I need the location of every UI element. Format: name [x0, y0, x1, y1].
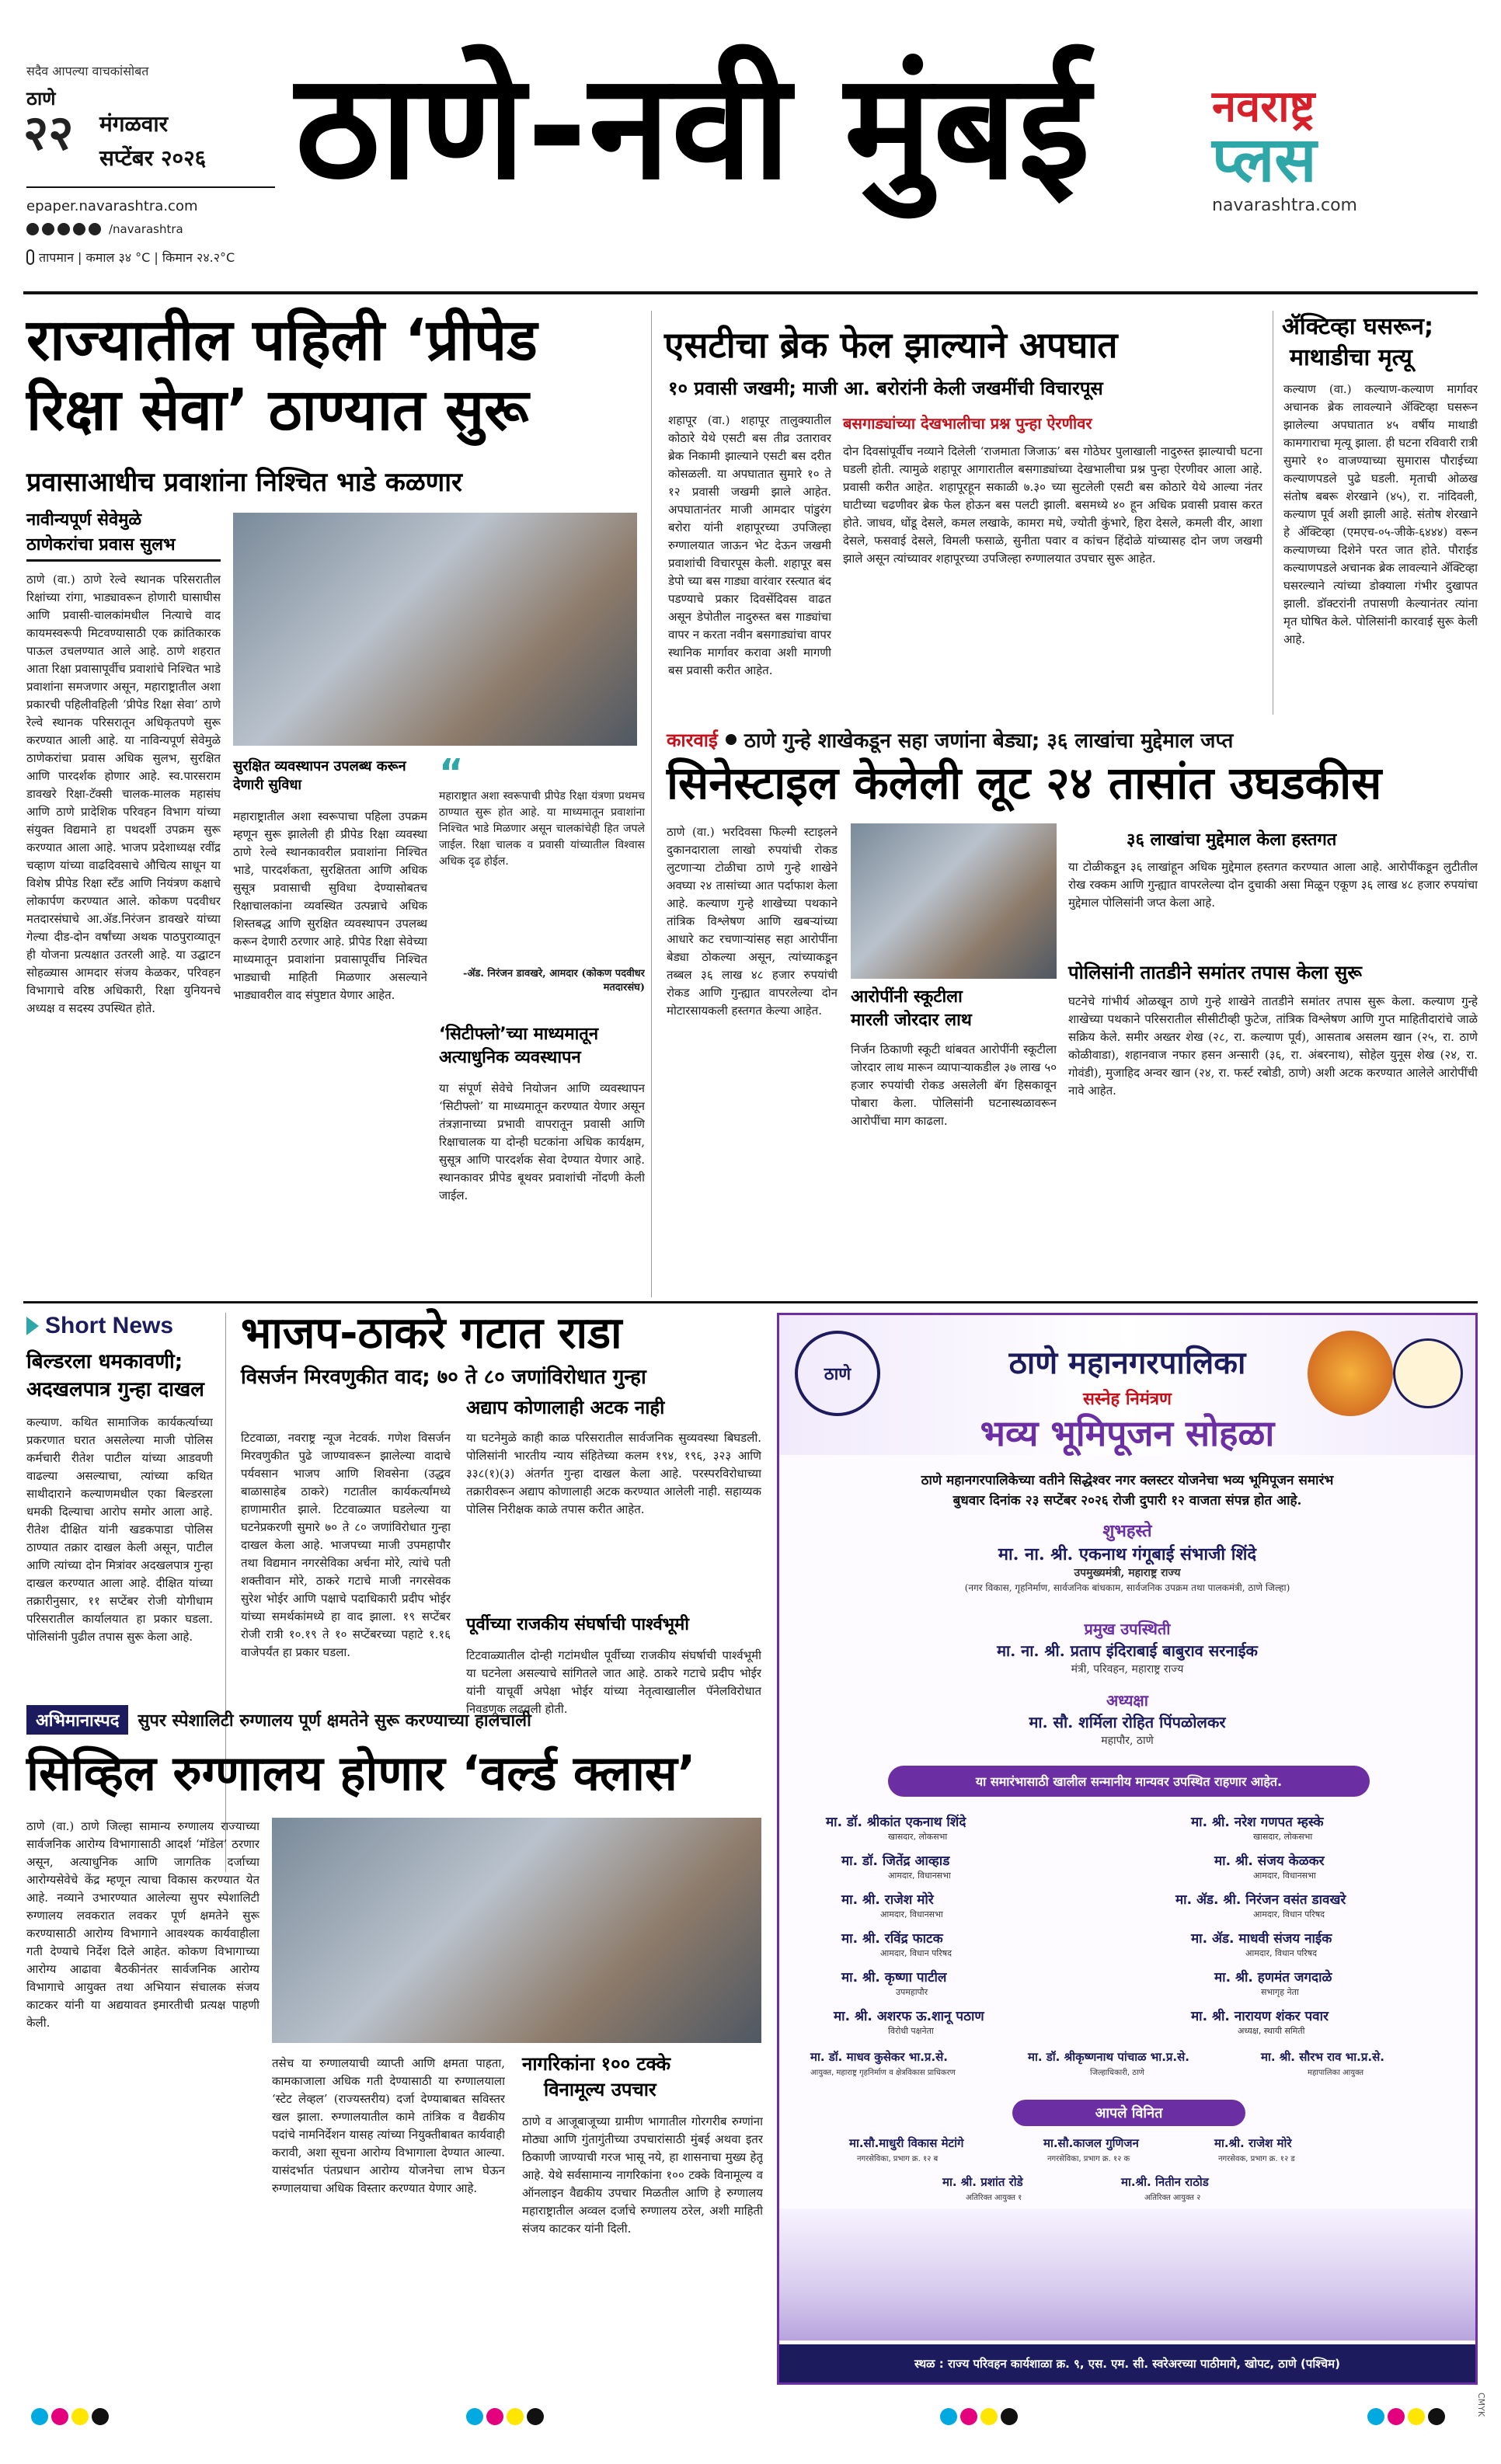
- masthead: [0, 0, 1501, 303]
- bjp-sub-arrest: अद्याप कोणालाही अटक नाही: [466, 1397, 665, 1418]
- crime-sub-recover: ३६ लाखांचा मुद्देमाल केला हस्तगत: [1127, 830, 1337, 850]
- ad-welcome-label: आपले विनित: [1012, 2100, 1245, 2126]
- bjp-sub-politics: पूर्वीच्या राजकीय संघर्षाची पार्श्वभूमी: [466, 1615, 690, 1634]
- issue-month-year: सप्टेंबर २०२६: [99, 145, 207, 171]
- brand-top: नवराष्ट्र: [1212, 82, 1315, 132]
- ad-guest-9: मा. श्री. हणमंत जगदाळे: [1214, 1970, 1332, 1985]
- registration-dot-cyan-mid: [466, 2408, 483, 2425]
- ad-welcome-3-desig: अतिरिक्त आयुक्त १: [966, 2194, 1022, 2202]
- hospital-headline: सिव्हिल रुग्णालय होणार ‘वर्ल्ड क्लास’: [26, 1745, 696, 1801]
- ad-guest-8-desig: उपमहापौर: [896, 1987, 928, 1997]
- bjp-body: टिटवाळा, नवराष्ट्र न्यूज नेटवर्क. गणेश विसर्जन मिरवणुकीत पुढे जाण्यावरून झालेल्या वादाचे पर्यवसान भाजप आणि शिवसेना (उद्धव बाळासाहेब ठाकरे) गटातील कार्यकर्त्यांमध्ये हाणामारीत झाले. टिटवाळ्यात घडलेल्या या घटनेप्रकरणी सुमारे ७० ते ८० जणांविरोधात गुन्हा दाखल केला आहे. भाजपच्या माजी उपमहापौर तथा विद्यमान नगरसेविका अर्चना मोरे, त्यांचे पती शक्तीवान मोरे, ठाकरे गटाचे माजी नगरसेवक सुरेश भोईर आणि पक्षाचे पदाधिकारी प्रदीप भोईर यांच्या समर्थकांमध्ये हा वाद झाला. १९ सप्टेंबर रोजी रात्री १०.१९ ते १० सप्टेंबरच्या पहाटे १.१६ वाजेपर्यंत हा प्रकार घडला.: [241, 1431, 451, 1659]
- brand-logo: [1212, 82, 1445, 241]
- ad-chief-desig: उपमुख्यमंत्री, महाराष्ट्र राज्य: [1074, 1567, 1181, 1579]
- masthead-city: ठाणे: [26, 88, 56, 110]
- masthead-divider: [26, 186, 275, 188]
- brand-bottom: प्लस: [1212, 124, 1317, 196]
- instagram-icon[interactable]: [42, 223, 54, 235]
- registration-dot-yellow: [71, 2408, 89, 2425]
- lead-quote: महाराष्ट्रात अशा स्वरूपाची प्रीपेड रिक्षा यंत्रणा प्रथमच ठाण्यात सुरू होत आहे. या माध्यमातून प्रवाशांना निश्चित भाडे मिळणार असून चालकांचेही हित जपले जाईल. रिक्षा चालक व प्रवासी यांच्यातील विश्वास अधिक दृढ होईल.: [439, 790, 645, 868]
- linkedin-icon[interactable]: [89, 223, 101, 235]
- ad-guest-9-desig: सभागृह नेता: [1261, 1987, 1299, 1997]
- ad-guest-12: मा. डॉ. माधव कुसेकर भा.प्र.से.: [810, 2050, 948, 2064]
- masthead-bottom-rule: [23, 291, 1478, 294]
- ad-guest-3: मा. श्री. संजय केळकर: [1214, 1853, 1325, 1869]
- lead-body-1: ठाणे (वा.) ठाणे रेल्वे स्थानक परिसरातील रिक्षांच्या रांगा, भाड्यावरून होणारी घासाघीस आणि प्रवासी-चालकांमधील नित्याचे वाद कायमस्वरूपी मिटवण्यासाठी एक क्रांतिकारक पाऊल उचलण्यात आले आहे. ठाणे शहरात आता रिक्षा प्रवासापूर्वीच प्रवाशांचे निश्चित भाडे प्रवाशांना समजणार असून, महाराष्ट्रातील अशा प्रकारची पहिलीवहिली ‘प्रीपेड रिक्षा सेवा’ ठाणे रेल्वे स्थानक परिसरातून अधिकृतपणे सुरू करण्यात आली आहे. या नाविन्यपूर्ण सेवेमुळे ठाणेकरांचा प्रवास अधिक सुलभ, सुरक्षित आणि पारदर्शक होणार आहे. स्व.पारसराम डावखरे रिक्षा-टॅक्सी चालक-मालक महासंघ आणि ठाणे प्रादेशिक परिवहन विभाग यांच्या संयुक्त विद्यमाने हा पथदर्शी उपक्रम सुरू करण्यात आला आहे. भाजप प्रदेशाध्यक्ष रवींद्र चव्हाण यांच्या वाढदिवसाचे औचित्य साधून या विशेष प्रीपेड रिक्षा स्टँड आणि नियंत्रण कक्षाचे लोकार्पण करण्यात आले. कोकण पदवीधर मतदारसंघाचे आ.ॲड.निरंजन डावखरे यांच्या गेल्या दीड-दोन वर्षांच्या अथक पाठपुराव्यातून ही योजना प्रत्यक्षात उतरली आहे. या उद्घाटन सोहळ्यास आमदार संजय केळकर, परिवहन विभागाचे वरिष्ठ अधिकारी, रिक्षा युनियनचे अध्यक्ष व सदस्य उपस्थित होते.: [26, 572, 221, 1015]
- crime-kicker-row: [667, 724, 1478, 755]
- crime-kicker: ठाणे गुन्हे शाखेकडून सहा जणांना बेड्या; ३६ लाखांचा मुद्देमाल जप्त: [744, 729, 1234, 753]
- ad-guest-5: मा. ॲड. श्री. निरंजन वसंत डावखरे: [1175, 1892, 1346, 1908]
- st-deck: १० प्रवासी जखमी; माजी आ. बरोरांनी केली जखमींची विचारपूस: [668, 378, 1103, 399]
- registration-dot-black-mid: [527, 2408, 544, 2425]
- ad-guest-10: मा. श्री. अशरफ ऊ.शानू पठाण: [834, 2009, 984, 2024]
- ad-guest-4: मा. श्री. राजेश मोरे: [841, 1892, 934, 1908]
- activa-body: कल्याण (वा.) कल्याण-कल्याण मार्गावर अचानक ब्रेक लावल्याने ॲक्टिव्हा घसरून झालेल्या अपघातात ४५ वर्षीय माथाडी कामगाराचा मृत्यू झाला. ही घटना रविवारी रात्री सुमारे १० वाजण्याच्या सुमारास पौराईच्या कल्याणपडले पुढे घडली. मृताची ओळख संतोष बबरू शेरखाने (४५), रा. नांदिवली, कल्याण पूर्व अशी झाली आहे. संतोष शेरखाने हे ॲक्टिव्हा (एमएच-०५-जीके-६४४४) वरून कल्याणच्या दिशेने परत जात होते. पौराईड कल्याणपडले अचानक ब्रेक लावल्याने ॲक्टिव्हा घसरल्याने त्यांच्या डोक्याला गंभीर दुखापत झाली. डॉक्टरांनी तपासणी केल्यानंतर त्यांना मृत घोषित केले. पोलिसांनी कारवाई सुरू केली आहे.: [1283, 382, 1478, 646]
- ad-banner: या समारंभासाठी खालील सन्मानीय मान्यवर उपस्थित राहणार आहेत.: [888, 1766, 1370, 1797]
- registration-dot-magenta-right: [960, 2408, 977, 2425]
- hospital-sub-free-1: नागरिकांना १०० टक्के: [522, 2053, 671, 2075]
- issue-day-number: २२: [23, 104, 74, 161]
- ad-guest-13-desig: जिल्हाधिकारी, ठाणे: [1090, 2069, 1144, 2077]
- ad-guest-1: मा. श्री. नरेश गणपत म्हस्के: [1191, 1815, 1324, 1830]
- ad-president-name: मा. सौ. शर्मिला रोहित पिंपळोलकर: [1029, 1713, 1226, 1731]
- brand-url[interactable]: navarashtra.com: [1212, 196, 1357, 215]
- registration-dot-cyan-far: [1367, 2408, 1384, 2425]
- lead-headline-1: राज्यातील पहिली ‘प्रीपेड: [26, 307, 538, 374]
- ad-welcome-4-desig: अतिरिक्त आयुक्त २: [1144, 2194, 1201, 2202]
- ad-guest-11-desig: अध्यक्ष, स्थायी समिती: [1238, 2026, 1305, 2036]
- ad-building-illustration: [779, 2208, 1475, 2340]
- hospital-body-3: ठाणे व आजूबाजूच्या ग्रामीण भागातील गोरगरीब रुग्णांना मोठ्या आणि गुंतागुंतीच्या उपचारांसाठी मुंबई अथवा इतर ठिकाणी जाण्याची गरज भासू नये, हा शासनाचा मुख्य हेतू आहे. येथे सर्वसामान्य नागरिकांना १०० टक्के विनामूल्य व ऑनलाइन वैद्यकीय उपचार मिळतील आणि हे रुग्णालय महाराष्ट्रातील अव्वल दर्जाचे रुग्णालय ठरेल, अशी माहिती संजय काटकर यांनी दिली.: [522, 2114, 763, 2236]
- issue-weekday: मंगळवार: [99, 111, 169, 137]
- ad-welcome-1-desig: नगरसेविका, प्रभाग क्र. १२ क: [1047, 2155, 1130, 2163]
- temperature-readout: तापमान | कमाल ३४ °C | किमान २४.२°C: [26, 249, 235, 266]
- tmc-logo: ठाणे: [795, 1331, 880, 1416]
- ad-guest-5-desig: आमदार, विधान परिषद: [1253, 1909, 1325, 1919]
- registration-dot-yellow-far: [1408, 2408, 1425, 2425]
- ad-guest-6: मा. श्री. रविंद्र फाटक: [841, 1931, 943, 1947]
- ad-guest-1-desig: खासदार, लोकसभा: [1253, 1832, 1313, 1842]
- lead-photo: [233, 513, 637, 746]
- bullet-icon: [726, 734, 737, 745]
- hospital-tag: अभिमानास्पद: [26, 1705, 128, 1735]
- crime-sub-scooter-2: मारली जोरदार लाथ: [851, 1011, 972, 1030]
- ad-guest-14-desig: महापालिका आयुक्त: [1308, 2069, 1364, 2077]
- social-handle[interactable]: /navarashtra: [109, 222, 183, 236]
- thermometer-icon: [26, 249, 34, 265]
- ad-guest-12-desig: आयुक्त, महाराष्ट्र गृहनिर्माण व क्षेत्रविकास प्राधिकरण: [810, 2069, 956, 2077]
- ad-welcome-0-desig: नगरसेविका, प्रभाग क्र. १२ ब: [857, 2155, 939, 2163]
- lead-sub-2: ठाणेकरांचा प्रवास सुलभ: [26, 535, 176, 555]
- crime-body-4: घटनेचे गांभीर्य ओळखून ठाणे गुन्हे शाखेने तातडीने समांतर तपास सुरू केला. कल्याण गुन्हे शाखेच्या पथकाने परिसरातील सीसीटीव्ही फुटेज, तांत्रिक विश्लेषण आणि गुप्त माहितीदारांचे जाळे सक्रिय केले. समीर अख्तर शेख (२८, रा. कल्याण पूर्व), आसताब असलम खान (२५, रा. ठाणे कोळीवाडा), शहानवाज नफार हसन अन्सारी (३६, रा. अंबरनाथ), सोहेल युनूस शेख (२४, रा. गोवंडी), मुजाहिद अन्वर खान (२४, रा. फर्स्ट रबोडी, ठाणे) अशी अटक करण्यात आलेले आरोपींची नावे आहेत.: [1068, 994, 1478, 1098]
- lead-sub-1: नावीन्यपूर्ण सेवेमुळे: [26, 510, 142, 530]
- ad-shubhaste: शुभहस्ते: [1102, 1521, 1152, 1541]
- crime-sub-scooter-1: आरोपींनी स्कूटीला: [851, 987, 963, 1007]
- crime-body: ठाणे (वा.) भरदिवसा फिल्मी स्टाइलने दुकानदाराला लाखो रुपयांची रोकड लुटणाऱ्या टोळीचा ठाणे गुन्हे शाखेने अवघ्या २४ तासांच्या आत पर्दाफाश केला आहे. कल्याण गुन्हे शाखेच्या पथकाने तांत्रिक विश्लेषण आणि खबऱ्यांच्या आधारे कट रचणाऱ्यांसह सहा आरोपींना बेड्या ठोकल्या असून, त्यांच्याकडून तब्बल ३६ लाख ४८ हजार रुपयांची रोकड आणि गुन्ह्यात वापरलेल्या दोन मोटारसायकली हस्तगत केल्या आहेत.: [667, 825, 838, 1018]
- st-body: शहापूर (वा.) शहापूर तालुक्यातील कोठारे येथे एसटी बस तीव्र उतारावर ब्रेक निकामी झाल्याने एसटी बस दरीत कोसळली. या अपघातात सुमारे १० ते १२ प्रवासी जखमी झाले आहेत. अपघातानंतर माजी आमदार पांडुरंग बरोरा यांनी शहापूरच्या उपजिल्हा रुग्णालयात जाऊन भेट देऊन जखमी प्रवाशांची विचारपूस केली. शहापूर बस डेपो च्या बस गाड्या वारंवार रस्त्यात बंद पडण्याचे प्रकार दिवसेंदिवस वाढत असून डेपोतील नादुरुस्त बस गाड्यांचा वापर न करता नवीन बसगाड्यांचा वापर स्थानिक मार्गावर करावा अशी मागणी बस प्रवासी करीत आहेत.: [668, 413, 831, 677]
- ad-guest-8: मा. श्री. कृष्णा पाटील: [841, 1970, 947, 1985]
- ad-guest-0: मा. डॉ. श्रीकांत एकनाथ शिंदे: [826, 1815, 966, 1830]
- activa-headline-2: माथाडीचा मृत्यू: [1290, 344, 1412, 371]
- youtube-icon[interactable]: [73, 223, 85, 235]
- lead-sub-rule: [26, 559, 221, 562]
- ad-pramukh: प्रमुख उपस्थिती: [1084, 1620, 1171, 1638]
- short-news-headline-1: बिल्डरला धमकावणी;: [26, 1350, 183, 1373]
- ad-guest-4-desig: आमदार, विधानसभा: [880, 1909, 943, 1919]
- hospital-kicker-row: [26, 1703, 764, 1737]
- registration-dot-black: [92, 2408, 109, 2425]
- epaper-link[interactable]: epaper.navarashtra.com: [26, 198, 198, 214]
- masthead-title: ठाणे-नवी मुंबई: [295, 42, 1092, 212]
- short-news-arrow-icon: [26, 1317, 39, 1335]
- ad-guest-11: मा. श्री. नारायण शंकर पवार: [1191, 2009, 1329, 2024]
- citiflo-body: या संपूर्ण सेवेचे नियोजन आणि व्यवस्थापन ‘सिटीफ्लो’ या माध्यमातून करण्यात येणार असून तंत्रज्ञानाच्या प्रभावी वापरातून प्रवासी आणि रिक्षाचालक या दोन्ही घटकांना अधिक कार्यक्षम, सुसूत्र आणि पारदर्शक सेवा देण्यात येणार आहे. स्थानकावर प्रीपेड बूथवर प्रवाशांची नोंदणी केली जाईल.: [439, 1081, 645, 1202]
- lead-headline-2: रिक्षा सेवा’ ठाण्यात सुरू: [26, 377, 529, 444]
- bjp-body-2: या घटनेमुळे काही काळ परिसरातील सार्वजनिक सुव्यवस्था बिघडली. पोलिसांनी भारतीय न्याय संहितेच्या कलम १९४, १९६, ३२३ आणि ३३८(१)(३) अंतर्गत गुन्हा दाखल केला आहे. परस्परविरोधाच्या तक्रारीवरून अद्याप कोणालाही अटक करण्यात आलेली नाही. सहाय्यक पोलिस निरीक्षक काळे तपास करीत आहेत.: [466, 1431, 761, 1516]
- tmc-invitation-ad: [777, 1313, 1478, 2385]
- ad-desc-2: बुधवार दिनांक २३ सप्टेंबर २०२६ रोजी दुपारी १२ वाजता संपन्न होत आहे.: [952, 1493, 1302, 1509]
- crime-headline: सिनेस्टाइल केलेली लूट २४ तासांत उघडकीस: [667, 757, 1382, 809]
- st-body-2: दोन दिवसांपूर्वीच नव्याने दिलेली ‘राजमाता जिजाऊ’ बस गोठेघर पुलाखाली नादुरुस्त झाल्याची घटना घडली होती. त्यामुळे शहापूर आगारातील बसगाड्यांच्या देखभालीचा प्रश्न पुन्हा ऐरणीवर आला आहे. प्रवासी करीत आहेत. शहापूरहून सकाळी ७.३० च्या सुटलेली एसटी बस कोठारे येथे आल्या नंतर घाटीच्या चढणीवर ब्रेक फेल होऊन बस पलटी झाली. बसमध्ये ४० हून अधिक प्रवासी प्रवास करत होते. जाधव, धोंडू देसले, कमल लखाके, कामरा मधे, ज्योती कुंभारे, हिरा देसले, कमली वीर, आशा देसले, फसवाई देसले, विमली फसाळे, सुनीता पवार व कांचन हिंदोळे यांच्यासह दोन जण जखमी झाले असून त्यांच्यावर शहापूरच्या उपजिल्हा रुग्णालयात उपचार सुरू आहेत.: [843, 444, 1262, 566]
- lead-subhead-mid: सुरक्षित व्यवस्थापन उपलब्ध करून देणारी सुविधा: [233, 758, 406, 793]
- crime-tag: कारवाई: [667, 729, 718, 751]
- ad-chief-name: मा. ना. श्री. एकनाथ गंगूबाई संभाजी शिंदे: [998, 1544, 1257, 1564]
- ad-event-title: भव्य भूमिपूजन सोहळा: [980, 1412, 1275, 1454]
- registration-dot-cyan-right: [940, 2408, 957, 2425]
- ad-guest-13: मा. डॉ. श्रीकृष्णनाथ पांचाळ भा.प्र.से.: [1028, 2050, 1189, 2064]
- quote-mark-icon: “: [439, 751, 464, 795]
- short-news-body: कल्याण. कथित सामाजिक कार्यकर्त्याच्या प्रकरणात घरात असलेल्या माजी पोलिस कर्मचारी रीतेश पाटील यांच्या आडवणी वाढल्या असल्याचा, त्यांच्या कथित साथीदाराने कल्याणमधील एका बिल्डरला धमकी दिल्याचा आरोप समोर आला आहे. रीतेश दीक्षित यांनी खडकपाडा पोलिस ठाण्यात तक्रार दाखल केली असून, पाटील आणि त्यांच्या दोन मित्रांवर अदखलपात्र गुन्हा दाखल करण्यात आला आहे. दीक्षित यांच्या तक्रारीनुसार, ११ सप्टेंबर रोजी योगीधाम परिसरातील कार्यालयात हा प्रकार घडला. पोलिसांनी पुढील तपास सुरू केला आहे.: [26, 1415, 213, 1644]
- column-divider-lead: [651, 311, 652, 1297]
- lead-deck: प्रवासाआधीच प्रवाशांना निश्चित भाडे कळणार: [26, 467, 462, 498]
- bjp-deck: विसर्जन मिरवणुकीत वाद; ७० ते ८० जणांविरोधात गुन्हा: [241, 1366, 646, 1389]
- st-headline: एसटीचा ब्रेक फेल झाल्याने अपघात: [664, 324, 1118, 366]
- ad-welcome-3: मा. श्री. प्रशांत रोडे: [942, 2175, 1023, 2189]
- crime-body-2: निर्जन ठिकाणी स्कूटी थांबवत आरोपींनी स्कूटीला जोरदार लाथ मारून व्यापाऱ्याकडील ३७ लाख ५० हजार रुपयांची रोकड असलेली बॅग हिसकावून पोबारा केला. पोलिसांनी घटनास्थळावरून आरोपींचा माग काढला.: [851, 1042, 1057, 1128]
- quote-box: [439, 751, 645, 1014]
- short-news-label: Short News: [26, 1313, 173, 1339]
- registration-dot-yellow-right: [980, 2408, 998, 2425]
- ad-guest-6-desig: आमदार, विधान परिषद: [880, 1948, 952, 1958]
- registration-dot-cyan: [31, 2408, 48, 2425]
- ad-org: ठाणे महानगरपालिका: [1008, 1345, 1246, 1381]
- lead-body-2: महाराष्ट्रातील अशा स्वरूपाचा पहिला उपक्रम म्हणून सुरू झालेली ही प्रीपेड रिक्षा व्यवस्था ठाणे रेल्वे स्थानकावरील प्रवाशांना निश्चित भाडे, पारदर्शकता, सुरक्षितता आणि अधिक सुसूत्र प्रवासाची सुविधा देण्यासोबतच रिक्षाचालकांना व्यवस्थित उत्पन्नाचे अधिक शिस्तबद्ध आणि सुरक्षित व्यवस्थापन उपलब्ध करून देणारी ठरणार आहे. प्रीपेड रिक्षा सेवेच्या माध्यमातून प्रवाशांना प्रवासापूर्वीच निश्चित भाड्याची माहिती मिळणार असल्याने भाड्यावरील वाद संपुष्टात येणार आहेत.: [233, 809, 427, 1002]
- registration-dot-black-right: [1001, 2408, 1018, 2425]
- crime-sub-parallel: पोलिसांनी तातडीने समांतर तपास केला सुरू: [1068, 962, 1362, 983]
- social-icons: [26, 222, 183, 236]
- masthead-tagline: सदैव आपल्या वाचकांसोबत: [26, 64, 149, 78]
- ad-guest-2: मा. डॉ. जितेंद्र आव्हाड: [841, 1853, 950, 1869]
- registration-dot-black-far: [1428, 2408, 1445, 2425]
- hospital-body-2: तसेच या रुग्णालयाची व्याप्ती आणि क्षमता पाहता, कामकाजाला अधिक गती देण्यासाठी या रुग्णालयाला ‘स्टेट लेव्हल’ (राज्यस्तरीय) दर्जा देण्याबाबत सविस्तर खल झाला. रुग्णालयातील कामे तांत्रिक व वैद्यकीय पदांचे नामनिर्देशन यासह त्यांच्या नियुक्तीबाबत कार्यवाही करावी, अशा सूचना आरोग्य विभागाला देण्यात आल्या. यासंदर्भात पंतप्रधान आरोग्य योजनेचा लाभ घेऊन रुग्णालयाचा अधिक विस्तार करण्यात येणार आहे.: [272, 2056, 505, 2195]
- facebook-icon[interactable]: [26, 223, 39, 235]
- st-sub: बसगाड्यांच्या देखभालीचा प्रश्न पुन्हा ऐरणीवर: [843, 414, 1092, 433]
- ad-adhyaksha: अध्यक्षा: [1106, 1691, 1148, 1710]
- ad-welcome-2: मा.श्री. राजेश मोरे: [1214, 2136, 1292, 2150]
- ad-guest-7-desig: आमदार, विधान परिषद: [1245, 1948, 1317, 1958]
- activa-headline-1: ॲक्टिव्हा घसरून;: [1282, 313, 1433, 340]
- hospital-sub-free-2: विनामूल्य उपचार: [544, 2079, 656, 2100]
- ad-desc-1: ठाणे महानगरपालिकेच्या वतीने सिद्धेश्वर नगर क्लस्टर योजनेचा भव्य भूमिपूजन समारंभ: [921, 1473, 1334, 1488]
- ad-guest-2-desig: आमदार, विधानसभा: [888, 1871, 951, 1881]
- ad-welcome-2-desig: नगरसेवक, प्रभाग क्र. १२ ड: [1218, 2155, 1295, 2163]
- ad-venue-bar: स्थळ : राज्य परिवहन कार्यशाळा क्र. ९, एस. एम. सी. स्वरेअरच्या पाठीमागे, खोपट, ठाणे (पश्चिम): [779, 2344, 1475, 2383]
- hospital-photo: [272, 1818, 761, 2043]
- crime-body-3: या टोळीकडून ३६ लाखांहून अधिक मुद्देमाल हस्तगत करण्यात आला आहे. आरोपींकडून लुटीतील रोख रक्कम आणि गुन्ह्यात वापरलेल्या दोन दुचाकी असा मिळून एकूण ३६ लाख ४८ हजार रुपयांचा मुद्देमाल पोलिसांनी जप्त केला आहे.: [1068, 860, 1478, 910]
- citiflo-head-2: अत्याधुनिक व्यवस्थापन: [439, 1048, 581, 1067]
- registration-dot-magenta-mid: [486, 2408, 503, 2425]
- hospital-body: ठाणे (वा.) ठाणे जिल्हा सामान्य रुग्णालय राज्याच्या सार्वजनिक आरोग्य विभागासाठी आदर्श ‘मॉडेल’ ठरणार असून, अत्याधुनिक आणि जागतिक दर्जाच्या आरोग्यसेवेचे केंद्र म्हणून त्याचा विकास करण्यात येत आहे. नव्याने उभारण्यात आलेल्या सुपर स्पेशालिटी रुग्णालय लवकरात लवकर पूर्ण क्षमतेने सुरू करण्यासाठी आरोग्य विभागाने आवश्यक कार्यवाहीला गती देण्याचे निर्देश दिले आहेत. कोकण विभागाच्या आरोग्य आढावा बैठकीनंतर सार्वजनिक आरोग्य विभागाचे आयुक्त तथा अभियान संचालक संजय काटकर यांनी या अद्ययावत इमारतीची प्रत्यक्ष पाहणी केली.: [26, 1819, 259, 2030]
- registration-dot-magenta-far: [1388, 2408, 1405, 2425]
- ad-welcome-4: मा.श्री. नितीन राठोड: [1121, 2175, 1209, 2189]
- ad-guest-7: मा. ॲड. माधवी संजय नाईक: [1191, 1931, 1332, 1947]
- ad-invite: सस्नेह निमंत्रण: [1083, 1389, 1172, 1409]
- ad-president-desig: महापौर, ठाणे: [1101, 1735, 1154, 1747]
- crime-photo: [851, 823, 1057, 979]
- cmyk-mark: CMYK: [1476, 2393, 1486, 2417]
- ad-guest-3-desig: आमदार, विधानसभा: [1253, 1871, 1316, 1881]
- citiflo-head-1: ‘सिटीफ्लो’च्या माध्यमातून: [439, 1025, 599, 1044]
- ad-guest-desig: मंत्री, परिवहन, महाराष्ट्र राज्य: [1071, 1663, 1184, 1676]
- section-rule-middle: [23, 1301, 1478, 1303]
- bjp-body-3: टिटवाळ्यातील दोन्ही गटांमधील पूर्वीच्या राजकीय संघर्षाची पार्श्वभूमी या घटनेला असल्याचे सांगितले जात आहे. ठाकरे गटाचे प्रदीप भोईर यांनी याचूर्वी अपेक्षा भोईर यांच्या नेतृत्वाखालील पॅनेलविरोधात निवडणूक लढवली होती.: [466, 1648, 761, 1716]
- lead-quote-attribution: -ॲड. निरंजन डावखरे, आमदार (कोकण पदवीधर मतदारसंघ): [463, 968, 645, 994]
- ad-guest-10-desig: विरोधी पक्षनेता: [888, 2026, 934, 2036]
- short-news-headline-2: अदखलपात्र गुन्हा दाखल: [26, 1378, 204, 1401]
- ad-guest-name: मा. ना. श्री. प्रताप इंदिराबाई बाबुराव सरनाईक: [997, 1641, 1258, 1660]
- registration-dot-magenta: [51, 2408, 68, 2425]
- x-icon[interactable]: [57, 223, 70, 235]
- ad-chief-desig-2: (नगर विकास, गृहनिर्माण, सार्वजनिक बांधकाम, सार्वजनिक उपक्रम तथा पालकमंत्री, ठाणे जिल्हा): [964, 1582, 1290, 1593]
- hospital-kicker: सुपर स्पेशालिटी रुग्णालय पूर्ण क्षमतेने सुरू करण्याच्या हालचाली: [138, 1711, 531, 1731]
- ad-guest-0-desig: खासदार, लोकसभा: [888, 1832, 948, 1842]
- registration-dot-yellow-mid: [507, 2408, 524, 2425]
- bjp-headline: भाजप-ठाकरे गटात राडा: [241, 1308, 622, 1359]
- ad-welcome-0: मा.सौ.माधुरी विकास मेटांगे: [849, 2136, 964, 2150]
- ad-welcome-1: मा.सौ.काजल गुणिजन: [1043, 2136, 1139, 2150]
- ad-guest-14: मा. श्री. सौरभ राव भा.प्र.से.: [1261, 2050, 1384, 2064]
